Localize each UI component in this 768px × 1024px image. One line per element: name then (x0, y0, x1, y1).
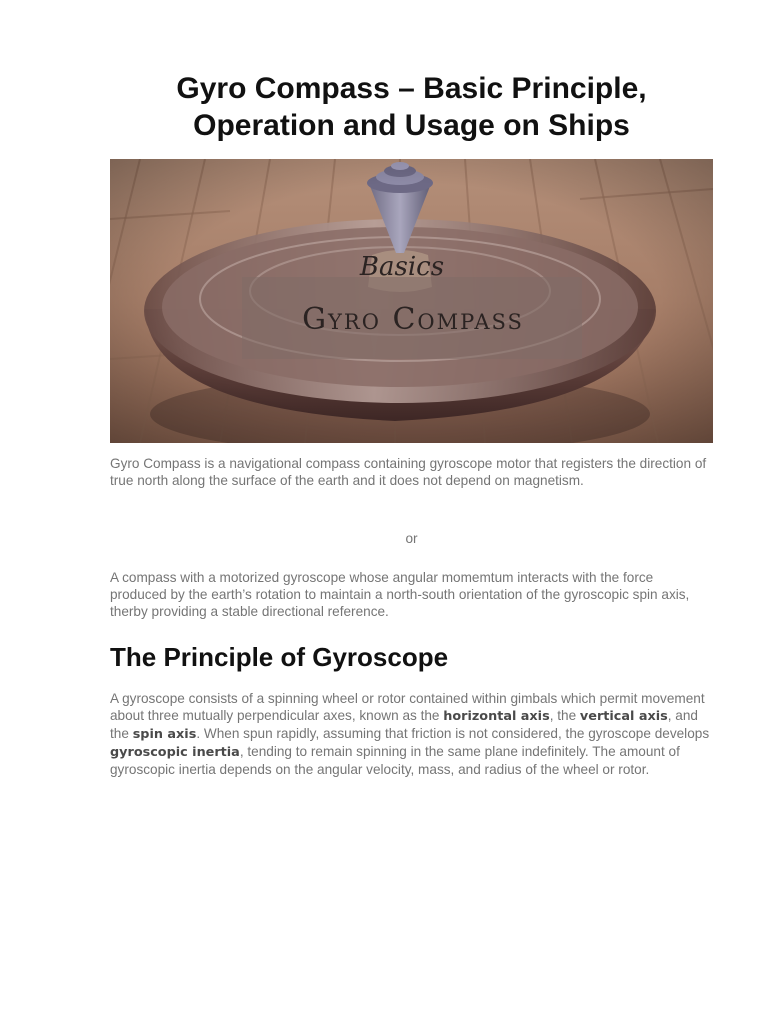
or-separator: or (405, 531, 418, 546)
principle-text-3: , and the (110, 708, 698, 741)
term-horizontal-axis: horizontal axis (443, 709, 550, 724)
section-heading: The Principle of Gyroscope (110, 642, 449, 672)
principle-text-2: , the (549, 708, 580, 723)
principle-text-1: A gyroscope consists of a spinning wheel or rotor contained within gimbals which permit movement about three mutually perpendicular axes, known as the (110, 691, 705, 723)
term-vertical-axis: vertical axis (579, 709, 668, 724)
hero-image-gyro-compass (110, 159, 713, 443)
title-line-2: Operation and Usage on Ships (193, 109, 630, 142)
principle-text-4: . When spun rapidly, assuming that friction is not considered, the gyroscope develops (196, 726, 710, 741)
title-line-1: Gyro Compass – Basic Principle, (176, 72, 647, 105)
term-gyroscopic-inertia: gyroscopic inertia (110, 745, 240, 760)
term-spin-axis: spin axis (132, 727, 197, 742)
principle-text-5: , tending to remain spinning in the same plane indefinitely. The amount of gyroscopic inertia depends on the angular velocity, mass, and radius of the wheel or rotor. (110, 744, 680, 777)
intro-paragraph: Gyro Compass is a navigational compass containing gyroscope motor that registers the direction of true north along the surface of the earth and it does not depend on magnetism. (110, 456, 707, 488)
page-title (110, 70, 713, 144)
alternate-definition-paragraph: A compass with a motorized gyroscope whose angular momemtum interacts with the force produced by the earth’s rotation to maintain a north-south orientation of the gyroscopic spin axis, therby providing a stable directional reference. (110, 570, 690, 619)
principle-paragraph (110, 690, 710, 778)
